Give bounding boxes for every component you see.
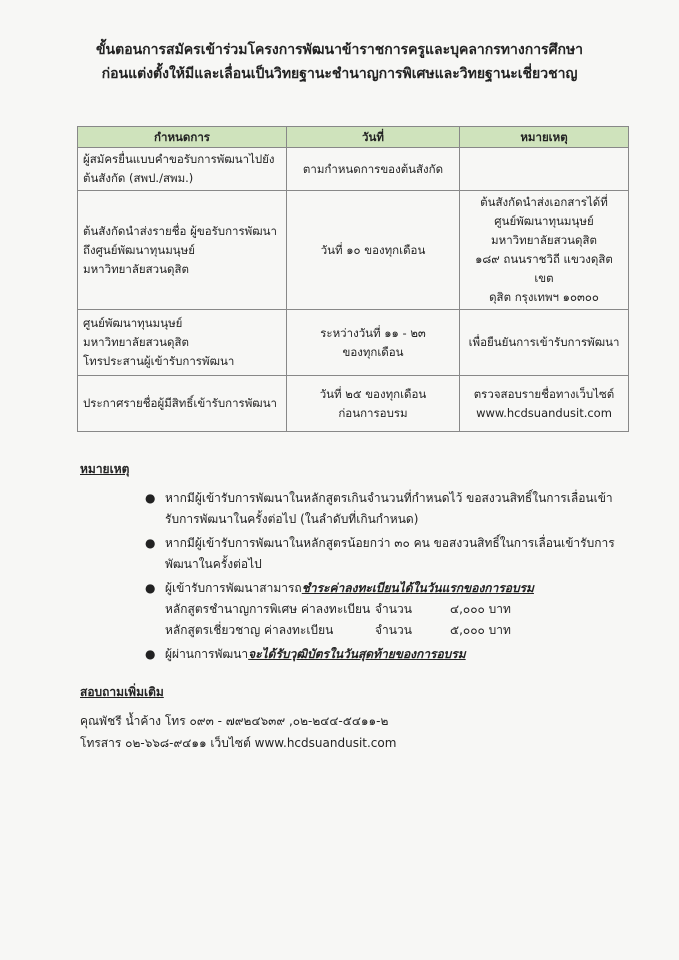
fee-amount: ๔,๐๐๐ บาท: [450, 602, 511, 616]
fee-amount: ๕,๐๐๐ บาท: [450, 623, 511, 637]
schedule-cell: ผู้สมัครยื่นแบบคำขอรับการพัฒนาไปยัง ต้นสังกัด (สพป./สพม.): [78, 148, 287, 191]
note-emphasis: ชำระค่าลงทะเบียนได้ในวันแรกของการอบรม: [301, 581, 534, 595]
list-item: [145, 533, 625, 575]
list-item: [145, 488, 625, 530]
table-row: [78, 191, 629, 310]
header-remark: หมายเหตุ: [460, 127, 629, 148]
note-text: หากมีผู้เข้ารับการพัฒนาในหลักสูตรเกินจำนวนที่กำหนดไว้ ขอสงวนสิทธิ์ในการเลื่อนเข้ารับการพัฒนาในครั้งต่อไป (ในลำดับที่เกินกำหนด): [165, 491, 613, 526]
contact-phone: คุณพัชรี น้ำค้าง โทร ๐๙๓ - ๗๙๒๔๖๓๙ ,๐๒-๒๔๔-๕๔๑๑-๒: [80, 714, 389, 728]
bullet-icon: ●: [145, 581, 156, 595]
date-cell: วันที่ ๒๕ ของทุกเดือน ก่อนการอบรม: [287, 376, 460, 432]
remark-cell: ต้นสังกัดนำส่งเอกสารได้ที่ ศูนย์พัฒนาทุนมนุษย์ มหาวิทยาลัยสวนดุสิต ๑๘๙ ถนนราชวิถี แขวงดุสิต เขต ดุสิต กรุงเทพฯ ๑๐๓๐๐: [460, 191, 629, 310]
date-cell: วันที่ ๑๐ ของทุกเดือน: [287, 191, 460, 310]
fee-row: [165, 599, 625, 620]
schedule-cell: ต้นสังกัดนำส่งรายชื่อ ผู้ขอรับการพัฒนา ถึงศูนย์พัฒนาทุนมนุษย์ มหาวิทยาลัยสวนดุสิต: [78, 191, 287, 310]
date-cell: ตามกำหนดการของต้นสังกัด: [287, 148, 460, 191]
note-emphasis: จะได้รับวุฒิบัตรในวันสุดท้ายของการอบรม: [248, 647, 466, 661]
notes-list: [145, 488, 625, 668]
fee-name: หลักสูตรชำนาญการพิเศษ ค่าลงทะเบียน: [165, 602, 371, 616]
table-header-row: [78, 127, 629, 148]
header-schedule: กำหนดการ: [78, 127, 287, 148]
fee-label: จำนวน: [375, 623, 412, 637]
remark-cell: ตรวจสอบรายชื่อทางเว็บไซต์ www.hcdsuandusit.com: [460, 376, 629, 432]
schedule-table: [77, 126, 629, 432]
bullet-icon: ●: [145, 647, 156, 661]
fee-name: หลักสูตรเชี่ยวชาญ ค่าลงทะเบียน: [165, 623, 334, 637]
title-line-1: ขั้นตอนการสมัครเข้าร่วมโครงการพัฒนาข้าราชการครูและบุคลากรทางการศึกษา: [95, 42, 584, 58]
date-cell: ระหว่างวันที่ ๑๑ - ๒๓ ของทุกเดือน: [287, 310, 460, 376]
note-text: หากมีผู้เข้ารับการพัฒนาในหลักสูตรน้อยกว่า ๓๐ คน ขอสงวนสิทธิ์ในการเลื่อนเข้ารับการพัฒนาในครั้งต่อไป: [165, 536, 615, 571]
schedule-cell: ศูนย์พัฒนาทุนมนุษย์ มหาวิทยาลัยสวนดุสิต โทรประสานผู้เข้ารับการพัฒนา: [78, 310, 287, 376]
header-date: วันที่: [287, 127, 460, 148]
bullet-icon: ●: [145, 491, 156, 505]
document-title: [0, 38, 679, 86]
list-item: [145, 578, 625, 641]
bullet-icon: ●: [145, 536, 156, 550]
schedule-cell: ประกาศรายชื่อผู้มีสิทธิ์เข้ารับการพัฒนา: [78, 376, 287, 432]
title-line-2: ก่อนแต่งตั้งให้มีและเลื่อนเป็นวิทยฐานะชำนาญการพิเศษและวิทยฐานะเชี่ยวชาญ: [101, 66, 578, 82]
contact-fax-website: โทรสาร ๐๒-๖๖๘-๙๔๑๑ เว็บไซต์ www.hcdsuandusit.com: [80, 736, 397, 750]
table-row: [78, 376, 629, 432]
fee-row: [165, 620, 625, 641]
notes-heading: หมายเหตุ: [80, 462, 130, 476]
contact-block: [80, 710, 396, 754]
fee-label: จำนวน: [375, 602, 412, 616]
table-row: [78, 148, 629, 191]
remark-cell: เพื่อยืนยันการเข้ารับการพัฒนา: [460, 310, 629, 376]
contact-heading: สอบถามเพิ่มเติม: [80, 685, 164, 699]
note-text: ผู้เข้ารับการพัฒนาสามารถ: [165, 581, 302, 595]
remark-cell: [460, 148, 629, 191]
table-row: [78, 310, 629, 376]
list-item: [145, 644, 625, 665]
note-text: ผู้ผ่านการพัฒนา: [165, 647, 249, 661]
